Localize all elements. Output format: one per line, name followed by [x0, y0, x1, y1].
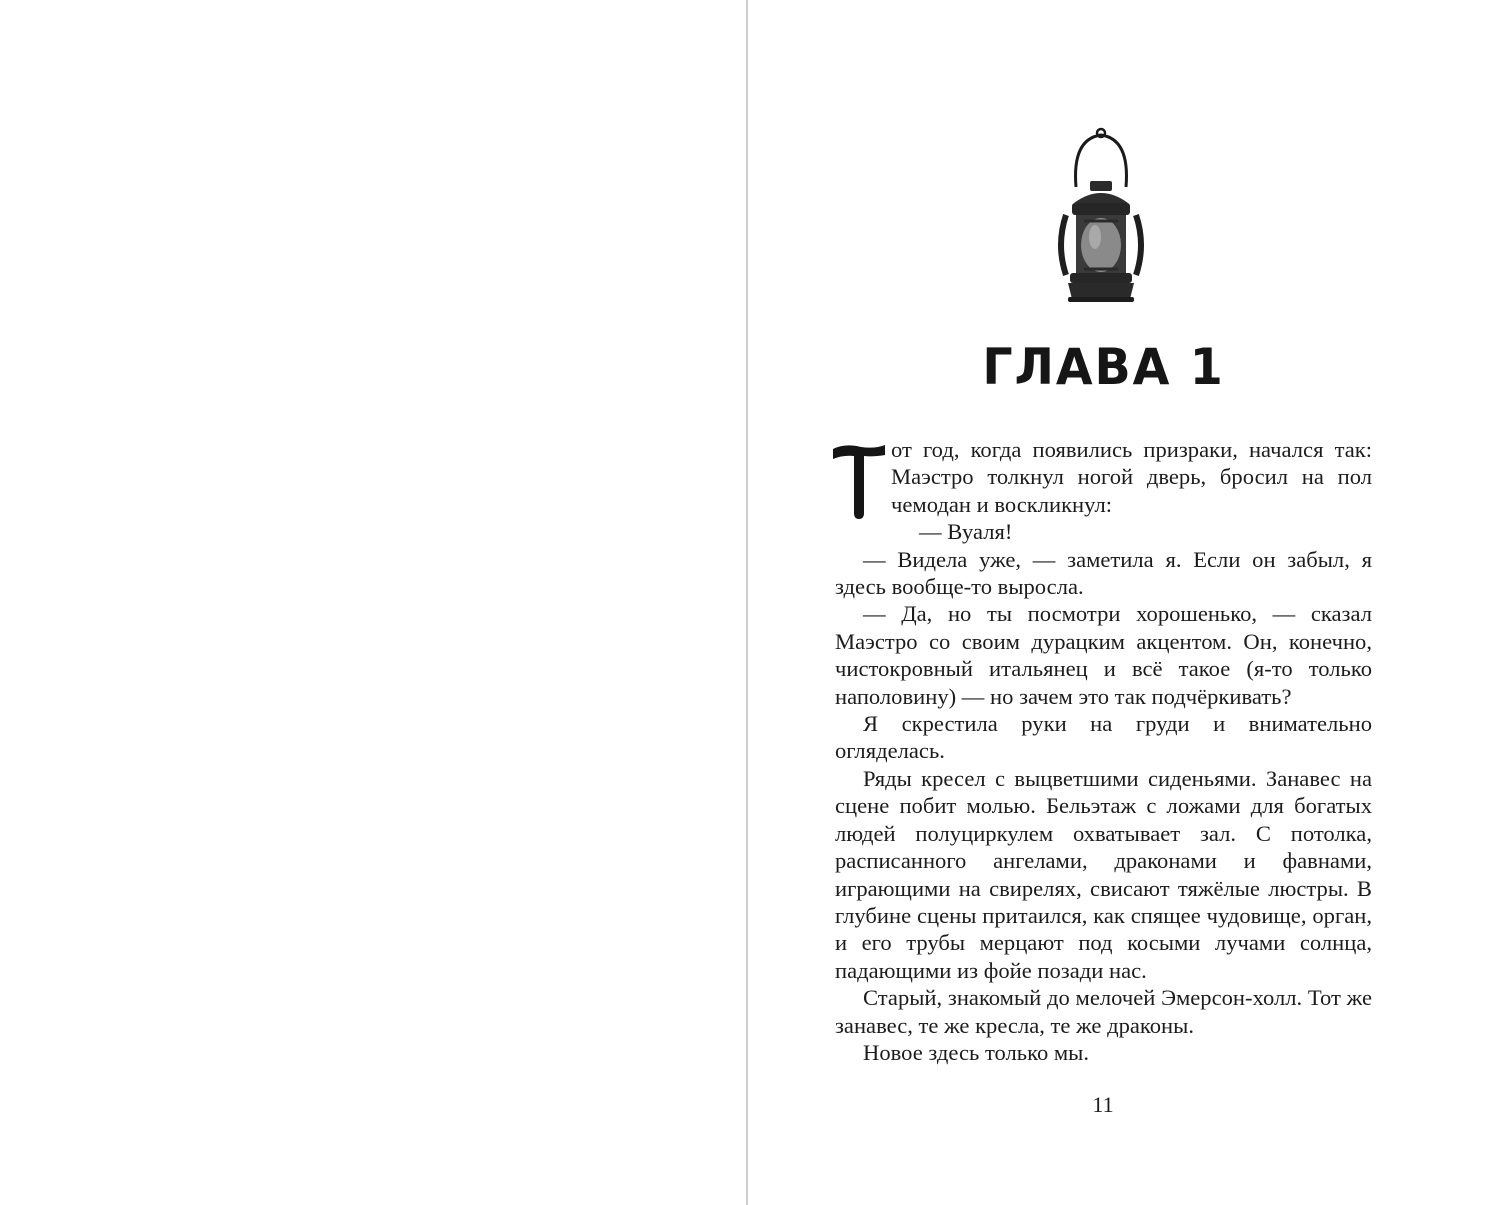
- dropcap-letter-t: [831, 439, 887, 521]
- paragraph: Старый, знакомый до мелочей Эмерсон-холл. Тот же занавес, те же кресла, те же драконы.: [835, 985, 1372, 1038]
- paragraph: Я скрестила руки на груди и внимательно огляделась.: [835, 711, 1372, 764]
- paragraph: — Видела уже, — заметила я. Если он забыл, я здесь вообще-то выросла.: [835, 546, 1372, 600]
- lantern-illustration: [1046, 125, 1156, 305]
- left-page-blank: [0, 0, 746, 1205]
- paragraph: — Да, но ты посмотри хорошенько, — сказал Маэстро со своим дурацким акцентом. Он, конечно, чистокровный итальянец и всё такое (я-то только наполовину) — но зачем это так подчёркивать?: [835, 601, 1372, 709]
- chapter-title: ГЛАВА 1: [982, 338, 1225, 396]
- paragraph: Ряды кресел с выцветшими сиденьями. Занавес на сцене побит молью. Бельэтаж с ложами для богатых людей полуциркулем охватывает зал. С потолка, расписанного ангелами, драконами и фавнами, играющими на свирелях, свисают тяжёлые люстры. В глубине сцены притаился, как спящее чудовище, орган, и его трубы мерцают под косыми лучами солнца, падающими из фойе позади нас.: [835, 765, 1372, 983]
- paragraph: [835, 436, 1372, 518]
- page-number: 11: [1092, 1092, 1114, 1117]
- paragraph-text: от год, когда появились призраки, начался так: Маэстро толкнул ногой дверь, бросил на пол чемодан и воскликнул:: [891, 437, 1372, 517]
- chapter-text: [835, 436, 1372, 1066]
- paragraph: — Вуаля!: [919, 519, 1013, 545]
- paragraph: Новое здесь только мы.: [863, 1039, 1090, 1065]
